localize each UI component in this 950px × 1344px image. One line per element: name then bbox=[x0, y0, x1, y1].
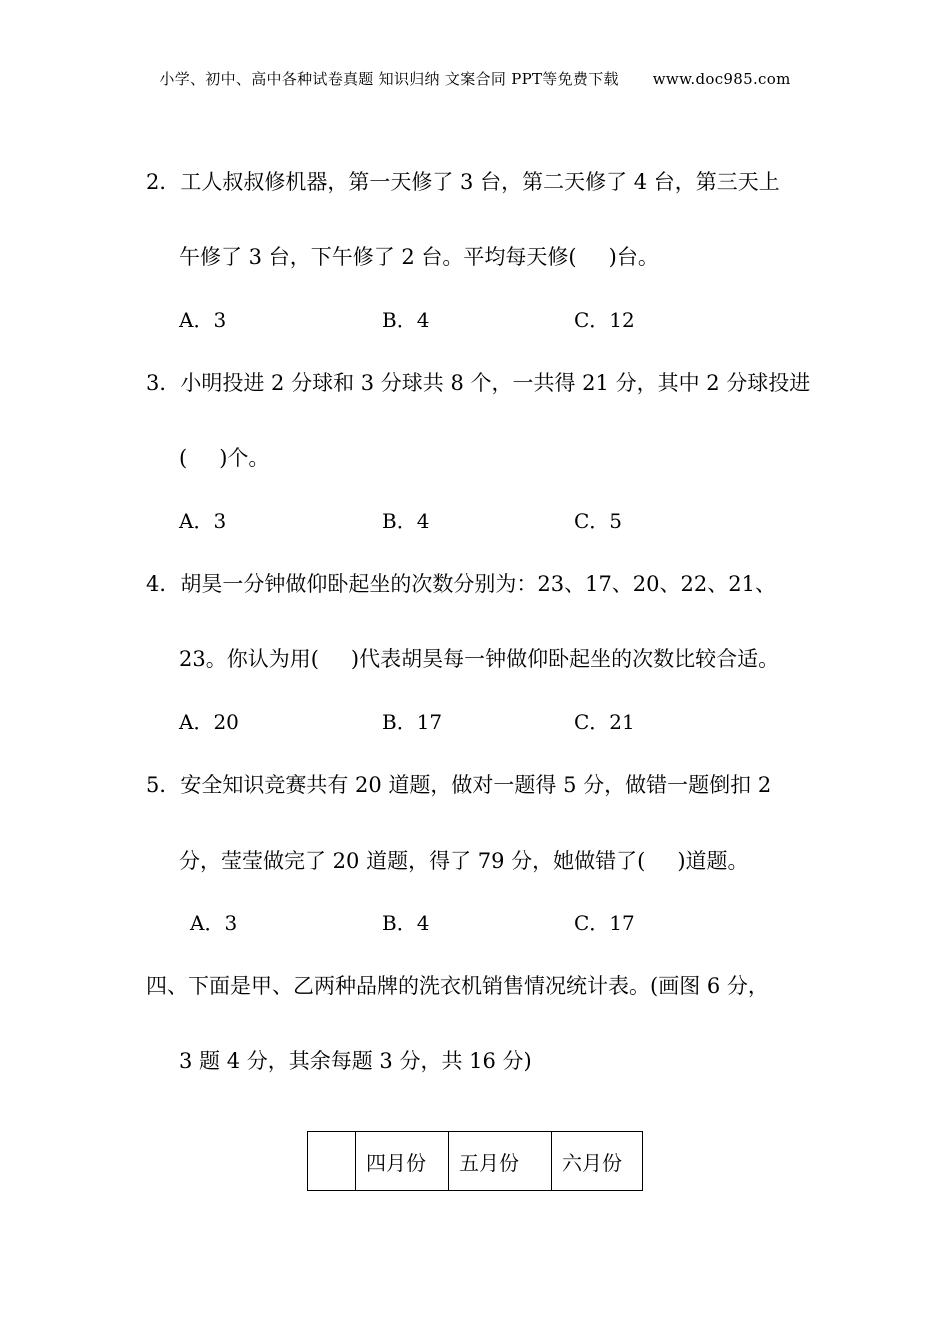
question-5-option-b: B．4 bbox=[382, 911, 430, 935]
question-2-option-c: C．12 bbox=[574, 308, 635, 332]
table-header-may: 五月份 bbox=[449, 1132, 552, 1191]
question-2-line-2: 午修了 3 台，下午修了 2 台。平均每天修( )台。 bbox=[179, 245, 659, 269]
question-3-option-b: B．4 bbox=[382, 509, 430, 533]
question-4-option-c: C．21 bbox=[574, 710, 635, 734]
question-2-line-1: 2．工人叔叔修机器，第一天修了 3 台，第二天修了 4 台，第三天上 bbox=[146, 170, 780, 194]
section-4-heading: 四、下面是甲、乙两种品牌的洗衣机销售情况统计表。(画图 6 分， bbox=[146, 974, 769, 998]
section-4-heading-cont: 3 题 4 分，其余每题 3 分，共 16 分) bbox=[179, 1049, 532, 1073]
question-3-line-2: ( )个。 bbox=[179, 446, 270, 470]
header-text: 小学、初中、高中各种试卷真题 知识归纳 文案合同 PPT等免费下载 bbox=[159, 70, 619, 88]
header-url[interactable]: www.doc985.com bbox=[652, 70, 791, 88]
question-4-option-b: B．17 bbox=[382, 710, 443, 734]
table-header-april: 四月份 bbox=[356, 1132, 449, 1191]
table-corner-cell bbox=[308, 1132, 356, 1191]
page-header bbox=[0, 68, 950, 89]
question-5-line-1: 5．安全知识竞赛共有 20 道题，做对一题得 5 分，做错一题倒扣 2 bbox=[146, 773, 772, 797]
question-4-line-2: 23。你认为用( )代表胡昊每一钟做仰卧起坐的次数比较合适。 bbox=[179, 647, 780, 671]
question-3-option-c: C．5 bbox=[574, 509, 623, 533]
sales-stats-table bbox=[307, 1131, 643, 1191]
question-5-option-c: C．17 bbox=[574, 911, 635, 935]
question-4-line-1: 4．胡昊一分钟做仰卧起坐的次数分别为：23、17、20、22、21、 bbox=[146, 572, 776, 596]
question-5-line-2: 分，莹莹做完了 20 道题，得了 79 分，她做错了( )道题。 bbox=[179, 849, 749, 873]
question-4-option-a: A．20 bbox=[179, 710, 239, 734]
question-5-option-a: A．3 bbox=[190, 911, 238, 935]
question-2-option-a: A．3 bbox=[179, 308, 227, 332]
question-2-option-b: B．4 bbox=[382, 308, 430, 332]
table-header-june: 六月份 bbox=[552, 1132, 643, 1191]
table-header-row bbox=[308, 1132, 643, 1191]
question-3-line-1: 3．小明投进 2 分球和 3 分球共 8 个，一共得 21 分，其中 2 分球投进 bbox=[146, 371, 811, 395]
question-3-option-a: A．3 bbox=[179, 509, 227, 533]
